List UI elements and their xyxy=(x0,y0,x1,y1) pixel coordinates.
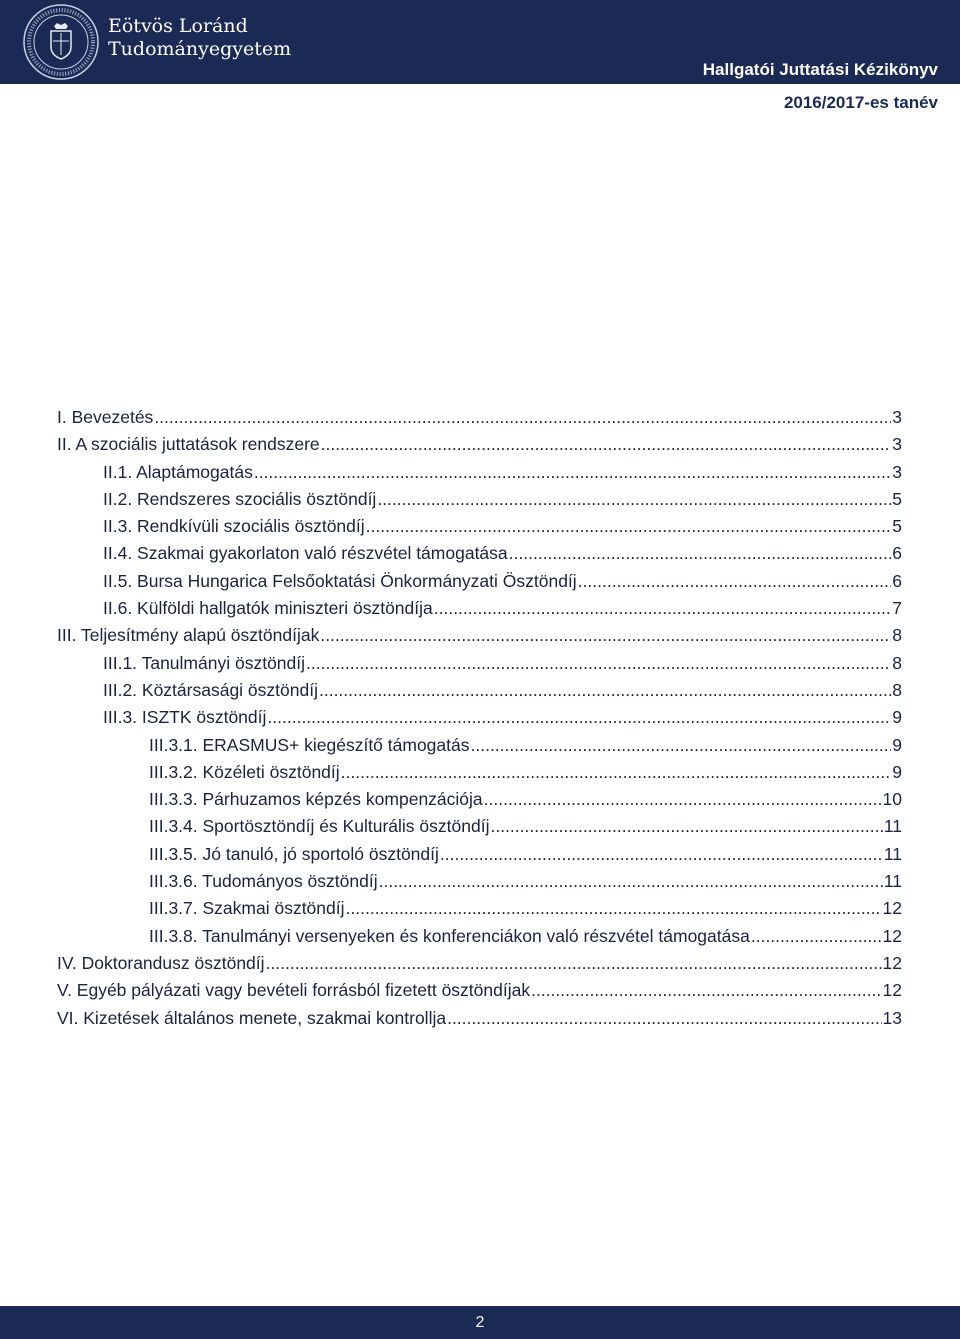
toc-entry-page: 8 xyxy=(892,625,902,646)
toc-entry-page: 7 xyxy=(892,598,902,619)
toc-entry-page: 5 xyxy=(892,516,902,537)
toc-dot-leader xyxy=(254,462,891,483)
university-name-line2: Tudományegyetem xyxy=(108,38,292,60)
toc-entry-title: III. Teljesítmény alapú ösztöndíjak xyxy=(57,625,320,646)
toc-entry-title: VI. Kizetések általános menete, szakmai kontrollja xyxy=(57,1007,447,1028)
toc-entry-title: II.4. Szakmai gyakorlaton való részvétel támogatása xyxy=(103,543,508,564)
toc-dot-leader xyxy=(447,1008,881,1029)
toc-dot-leader xyxy=(471,735,892,756)
toc-dot-leader xyxy=(267,707,891,728)
toc-dot-leader xyxy=(320,625,891,646)
toc-entry-page: 3 xyxy=(892,407,902,427)
toc-entry-page: 12 xyxy=(882,980,902,1001)
toc-dot-leader xyxy=(346,898,882,919)
toc-entry[interactable] xyxy=(57,489,902,516)
toc-entry-title: II.5. Bursa Hungarica Felsőoktatási Önkormányzati Ösztöndíj xyxy=(103,570,577,591)
toc-dot-leader xyxy=(484,789,882,810)
university-name-line1: Eötvös Loránd xyxy=(108,15,248,37)
toc-entry-title: II.3. Rendkívüli szociális ösztöndíj xyxy=(103,516,365,537)
toc-dot-leader xyxy=(366,516,892,537)
header-band xyxy=(0,0,960,84)
toc-entry[interactable] xyxy=(57,816,902,843)
toc-entry-title: III.3.3. Párhuzamos képzés kompenzációja xyxy=(149,789,483,810)
toc-entry-page: 8 xyxy=(892,652,902,673)
toc-entry-title: I. Bevezetés xyxy=(57,407,154,427)
toc-dot-leader xyxy=(341,762,892,783)
toc-entry[interactable] xyxy=(57,598,902,625)
toc-entry-title: III.3.1. ERASMUS+ kiegészítő támogatás xyxy=(149,734,470,755)
toc-entry-page: 9 xyxy=(892,761,902,782)
toc-entry-page: 9 xyxy=(892,734,902,755)
toc-entry-page: 11 xyxy=(883,816,902,837)
toc-entry-page: 12 xyxy=(882,925,902,946)
toc-dot-leader xyxy=(379,871,883,892)
toc-dot-leader xyxy=(490,816,882,837)
footer-band xyxy=(0,1306,960,1339)
toc-entry[interactable] xyxy=(57,871,902,898)
toc-entry[interactable] xyxy=(57,980,902,1007)
toc-dot-leader xyxy=(434,598,892,619)
toc-dot-leader xyxy=(509,543,892,564)
toc-entry-title: III.3. ISZTK ösztöndíj xyxy=(103,707,267,728)
toc-entry-title: III.1. Tanulmányi ösztöndíj xyxy=(103,652,306,673)
table-of-contents xyxy=(57,407,902,1035)
toc-entry[interactable] xyxy=(57,407,902,434)
toc-entry-page: 6 xyxy=(892,570,902,591)
toc-entry[interactable] xyxy=(57,543,902,570)
toc-entry[interactable] xyxy=(57,516,902,543)
toc-entry-page: 6 xyxy=(892,543,902,564)
toc-dot-leader xyxy=(319,680,891,701)
toc-dot-leader xyxy=(578,571,892,592)
university-seal-icon xyxy=(22,3,100,81)
toc-dot-leader xyxy=(321,434,892,455)
toc-entry-page: 13 xyxy=(882,1007,902,1028)
toc-entry[interactable] xyxy=(57,898,902,925)
toc-entry[interactable] xyxy=(57,653,902,680)
toc-entry-page: 3 xyxy=(892,434,902,455)
toc-entry[interactable] xyxy=(57,953,902,980)
toc-entry-page: 11 xyxy=(883,871,902,892)
toc-entry[interactable] xyxy=(57,680,902,707)
academic-year: 2016/2017-es tanév xyxy=(783,93,938,112)
toc-entry-title: III.3.7. Szakmai ösztöndíj xyxy=(149,898,345,919)
toc-dot-leader xyxy=(440,844,883,865)
page-number: 2 xyxy=(475,1314,485,1331)
toc-entry[interactable] xyxy=(57,789,902,816)
handbook-title: Hallgatói Juttatási Kézikönyv xyxy=(702,60,938,79)
toc-entry-title: III.3.6. Tudományos ösztöndíj xyxy=(149,871,378,892)
toc-entry-title: II.1. Alaptámogatás xyxy=(103,461,253,482)
toc-entry[interactable] xyxy=(57,571,902,598)
toc-entry-page: 8 xyxy=(892,679,902,700)
university-name xyxy=(108,15,291,61)
toc-entry-title: IV. Doktorandusz ösztöndíj xyxy=(57,952,265,973)
toc-entry-title: III.3.4. Sportösztöndíj és Kulturális ösztöndíj xyxy=(149,816,490,837)
toc-entry[interactable] xyxy=(57,844,902,871)
toc-entry-title: II. A szociális juttatások rendszere xyxy=(57,434,320,455)
toc-entry-title: II.2. Rendszeres szociális ösztöndíj xyxy=(103,488,377,509)
toc-entry-title: V. Egyéb pályázati vagy bevételi forrásból fizetett ösztöndíjak xyxy=(57,980,531,1001)
toc-entry-title: III.3.2. Közéleti ösztöndíj xyxy=(149,761,340,782)
toc-entry[interactable] xyxy=(57,462,902,489)
toc-entry-page: 9 xyxy=(892,707,902,728)
toc-entry-title: III.3.8. Tanulmányi versenyeken és konferenciákon való részvétel támogatása xyxy=(149,925,750,946)
toc-entry[interactable] xyxy=(57,762,902,789)
toc-entry[interactable] xyxy=(57,735,902,762)
toc-entry-title: III.3.5. Jó tanuló, jó sportoló ösztöndíj xyxy=(149,843,439,864)
toc-entry[interactable] xyxy=(57,434,902,461)
toc-entry-page: 12 xyxy=(882,898,902,919)
toc-entry-page: 11 xyxy=(883,843,902,864)
toc-entry[interactable] xyxy=(57,707,902,734)
toc-dot-leader xyxy=(154,407,891,428)
toc-entry[interactable] xyxy=(57,926,902,953)
toc-entry-page: 10 xyxy=(882,789,902,810)
toc-dot-leader xyxy=(377,489,891,510)
toc-entry[interactable] xyxy=(57,1008,902,1035)
toc-dot-leader xyxy=(266,953,882,974)
toc-entry-page: 3 xyxy=(892,461,902,482)
toc-dot-leader xyxy=(751,926,882,947)
toc-entry-page: 5 xyxy=(892,488,902,509)
toc-dot-leader xyxy=(306,653,891,674)
toc-entry[interactable] xyxy=(57,625,902,652)
toc-entry-page: 12 xyxy=(882,952,902,973)
toc-entry-title: II.6. Külföldi hallgatók miniszteri ösztöndíja xyxy=(103,598,433,619)
toc-dot-leader xyxy=(531,980,881,1001)
toc-entry-title: III.2. Köztársasági ösztöndíj xyxy=(103,679,318,700)
